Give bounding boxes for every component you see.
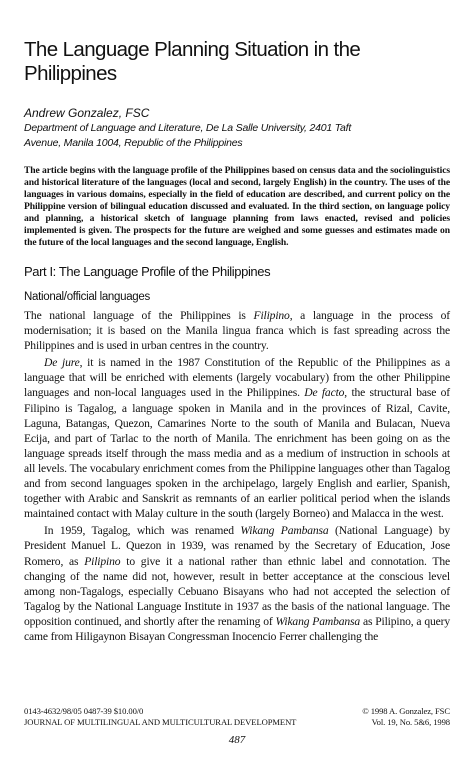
- article-page: [24, 38, 450, 644]
- issn-code: 0143-4632/98/05 0487-39 $10.00/0: [24, 706, 144, 716]
- page-number: 487: [228, 734, 246, 746]
- subsection-heading: National/official languages: [24, 291, 150, 303]
- article-title: The Language Planning Situation in the Philippines: [24, 38, 361, 85]
- journal-name: JOURNAL OF MULTILINGUAL AND MULTICULTURAL DEVELOPMENT: [24, 717, 297, 727]
- author-name: Andrew Gonzalez, FSC: [24, 106, 150, 120]
- affiliation-line-2: Avenue, Manila 1004, Republic of the Philippines: [24, 137, 243, 149]
- affiliation-line-1: Department of Language and Literature, De La Salle University, 2401 Taft: [24, 122, 352, 134]
- page-footer: [24, 706, 450, 728]
- volume-info: Vol. 19, No. 5&6, 1998: [371, 717, 450, 727]
- abstract: The article begins with the language profile of the Philippines based on census data and the sociolinguistics and historical literature of the languages (local and second, largely English) in the country. The uses of the languages in various domains, especially in the field of education are described, and current policy on the Philippine version of bilingual education discussed and evaluated. In the third section, on language policy and planning, a historical sketch of language planning from laws enacted, revised and policies implemented is given. The prospects for the future are weighed and some guesses and estimates made on the future of the local languages and the second language, English.: [24, 165, 450, 248]
- paragraph-1: The national language of the Philippines is Filipino, a language in the process of modernisation; it is based on the Manila lingua franca which is fast spreading across the Philippines and is used in urban centres in the country.: [24, 309, 450, 353]
- paragraph-3: In 1959, Tagalog, which was renamed Wikang Pambansa (National Language) by President Manuel L. Quezon in 1939, was renamed by the Secretary of Education, Jose Romero, as Pilipino to give it a national rather than ethnic label and connotation. The changing of the name did not, however, result in better acceptance at the conscious level among non-Tagalogs, especially Cebuano Bisayans who had not accepted the selection of Tagalog by the National Language Institute in 1937 as the basis of the national language. The opposition continued, and shortly after the renaming of Wikang Pambansa as Pilipino, a query came from Hiligaynon Bisayan Congressman Inocencio Ferrer challenging the: [24, 524, 451, 643]
- section-heading: Part I: The Language Profile of the Philippines: [24, 264, 271, 279]
- copyright-notice: © 1998 A. Gonzalez, FSC: [362, 706, 450, 716]
- paragraph-2: De jure, it is named in the 1987 Constitution of the Republic of the Philippines as a language that will be enriched with elements (largely vocabulary) from the other Philippine languages and non-local languages used in the Philippines. De facto, the structural base of Filipino is Tagalog, a language spoken in Manila and in the provinces of Rizal, Cavite, Laguna, Batangas, Quezon, Camarines Norte to the south of Manila and Bulacan, Nueva Ecija, and part of Tarlac to the north of Manila. The enrichment has been going on as the language spreads itself through the mass media and as a medium of instruction in schools at all levels. The vocabulary enrichment comes from the Philippine languages other than Tagalog and from second languages spoken in the archipelago, largely English and earlier, Spanish, together with Arabic and Sanskrit as remnants of an earlier political period when the islands maintained contact with Malay culture in the south (largely Borneo) and Malacca in the west.: [24, 356, 450, 521]
